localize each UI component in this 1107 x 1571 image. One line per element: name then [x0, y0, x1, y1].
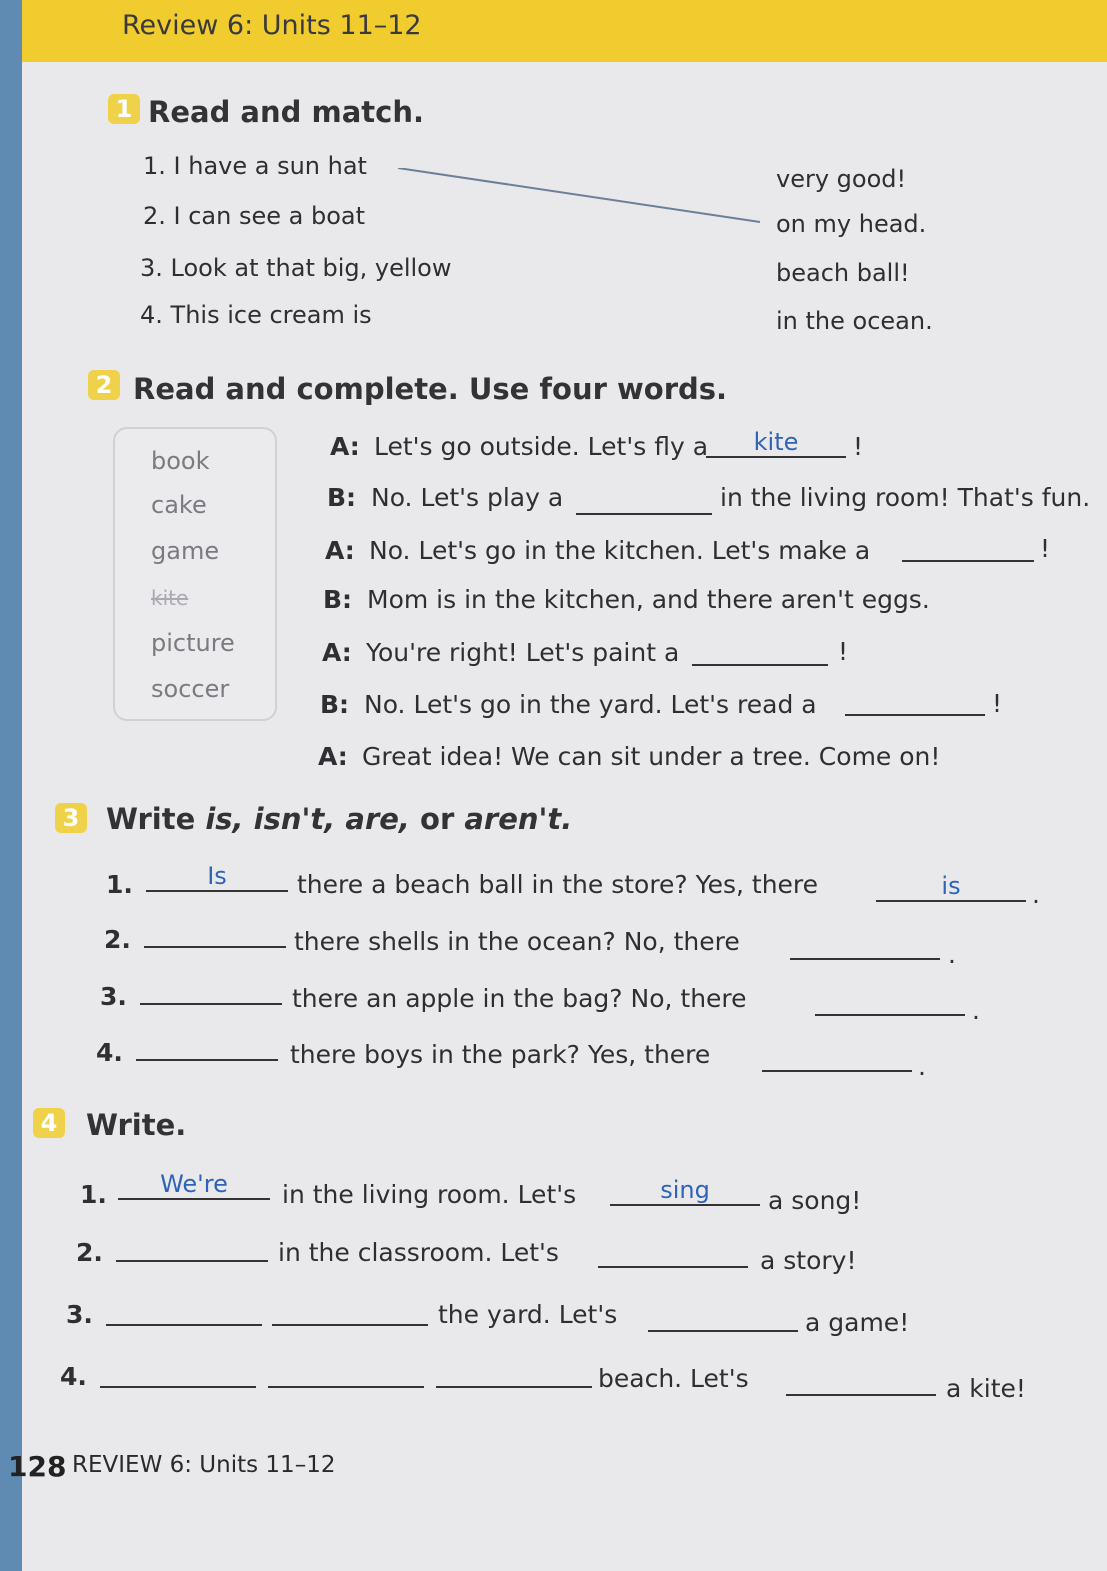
answer-blank-5[interactable] [845, 686, 985, 716]
s3-blank-4b[interactable] [762, 1042, 912, 1072]
match-left-4: 4. This ice cream is [140, 301, 372, 329]
s4-item-1-end: a song! [768, 1186, 862, 1215]
item-4-1-number: 1. [80, 1180, 107, 1209]
s3-item-2-text: there shells in the ocean? No, there [294, 927, 740, 956]
s4-item-2-text: in the classroom. Let's [278, 1238, 559, 1267]
punct-1: ! [853, 432, 864, 461]
workbook-page [22, 0, 1107, 1571]
word-book: book [151, 447, 210, 475]
punct-4: ! [838, 637, 849, 666]
s3-blank-4a[interactable] [136, 1031, 278, 1061]
dialogue-line-1: A: Let's go outside. Let's fly a [330, 432, 709, 461]
s4-blank-3a[interactable] [106, 1296, 262, 1326]
item-3-4-number: 4. [96, 1038, 123, 1067]
dialogue-line-4: B: Mom is in the kitchen, and there aren't eggs. [323, 585, 930, 614]
s4-item-3-end: a game! [805, 1308, 910, 1337]
s4-blank-3b[interactable] [272, 1296, 428, 1326]
s4-blank-3c[interactable] [648, 1302, 798, 1332]
footer-title: REVIEW 6: Units 11–12 [72, 1452, 336, 1478]
item-3-3-number: 3. [100, 982, 127, 1011]
match-right-2: on my head. [776, 210, 927, 238]
match-left-2: 2. I can see a boat [143, 202, 366, 230]
dialogue-line-2: B: No. Let's play a [327, 483, 564, 512]
page-number: 128 [8, 1450, 67, 1483]
s3-end-2: . [948, 940, 956, 969]
word-soccer: soccer [151, 675, 230, 703]
s4-blank-4d[interactable] [786, 1366, 936, 1396]
s4-blank-2b[interactable] [598, 1238, 748, 1268]
dialogue-line-6: B: No. Let's go in the yard. Let's read a [320, 690, 817, 719]
word-box [113, 427, 277, 721]
s4-item-4-end: a kite! [946, 1374, 1026, 1403]
s4-blank-2a[interactable] [116, 1232, 268, 1262]
item-4-2-number: 2. [76, 1238, 103, 1267]
word-picture: picture [151, 629, 235, 657]
item-4-3-number: 3. [66, 1300, 93, 1329]
s3-blank-1a[interactable]: Is [146, 862, 288, 892]
answer-blank-3[interactable] [902, 532, 1034, 562]
s3-end-3: . [972, 996, 980, 1025]
answer-blank-1[interactable]: kite [706, 428, 846, 458]
word-game: game [151, 537, 220, 565]
match-right-1: very good! [776, 165, 907, 193]
match-left-1: 1. I have a sun hat [143, 152, 367, 180]
s3-blank-2a[interactable] [144, 918, 286, 948]
s4-blank-4b[interactable] [268, 1358, 424, 1388]
section-3-number: 3 [55, 803, 87, 833]
answer-blank-2[interactable] [576, 485, 712, 515]
s4-blank-1b[interactable]: sing [610, 1176, 760, 1206]
s3-blank-3b[interactable] [815, 986, 965, 1016]
section-3-title: Write is, isn't, are, or aren't. [106, 802, 573, 836]
s4-item-3-text: the yard. Let's [438, 1300, 618, 1329]
match-right-3: beach ball! [776, 259, 910, 287]
s4-item-2-end: a story! [760, 1246, 857, 1275]
s4-blank-4c[interactable] [436, 1358, 592, 1388]
match-answer-line [398, 168, 768, 228]
s4-blank-1a[interactable]: We're [118, 1170, 270, 1200]
s3-blank-2b[interactable] [790, 930, 940, 960]
page-title: Review 6: Units 11–12 [122, 10, 422, 41]
section-2-title: Read and complete. Use four words. [133, 372, 728, 406]
match-right-4: in the ocean. [776, 307, 933, 335]
s4-blank-4a[interactable] [100, 1358, 256, 1388]
word-kite-crossed: kite [151, 586, 189, 610]
match-left-3: 3. Look at that big, yellow [140, 254, 452, 282]
word-cake: cake [151, 491, 207, 519]
item-4-4-number: 4. [60, 1362, 87, 1391]
dialogue-line-5: A: You're right! Let's paint a [322, 638, 680, 667]
dialogue-line-2-end: in the living room! That's fun. [720, 483, 1091, 512]
section-1-number: 1 [108, 94, 140, 124]
s3-blank-1b[interactable]: is [876, 872, 1026, 902]
item-3-2-number: 2. [104, 925, 131, 954]
dialogue-line-7: A: Great idea! We can sit under a tree. Come on! [318, 742, 941, 771]
s3-item-3-text: there an apple in the bag? No, there [292, 984, 747, 1013]
section-4-title: Write. [86, 1108, 187, 1142]
s3-end-1: . [1032, 880, 1040, 909]
punct-3: ! [1040, 534, 1051, 563]
section-4-number: 4 [33, 1108, 65, 1138]
punct-5: ! [992, 689, 1003, 718]
book-edge [0, 0, 22, 1571]
item-3-1-number: 1. [106, 870, 133, 899]
s3-end-4: . [918, 1052, 926, 1081]
section-1-title: Read and match. [148, 95, 424, 129]
s3-item-1-text: there a beach ball in the store? Yes, there [297, 870, 819, 899]
dialogue-line-3: A: No. Let's go in the kitchen. Let's make a [325, 536, 871, 565]
section-2-number: 2 [88, 370, 120, 400]
header-band [22, 0, 1107, 62]
s3-item-4-text: there boys in the park? Yes, there [290, 1040, 711, 1069]
s3-blank-3a[interactable] [140, 975, 282, 1005]
s4-item-1-text: in the living room. Let's [282, 1180, 577, 1209]
s4-item-4-text: beach. Let's [598, 1364, 749, 1393]
answer-blank-4[interactable] [692, 636, 828, 666]
